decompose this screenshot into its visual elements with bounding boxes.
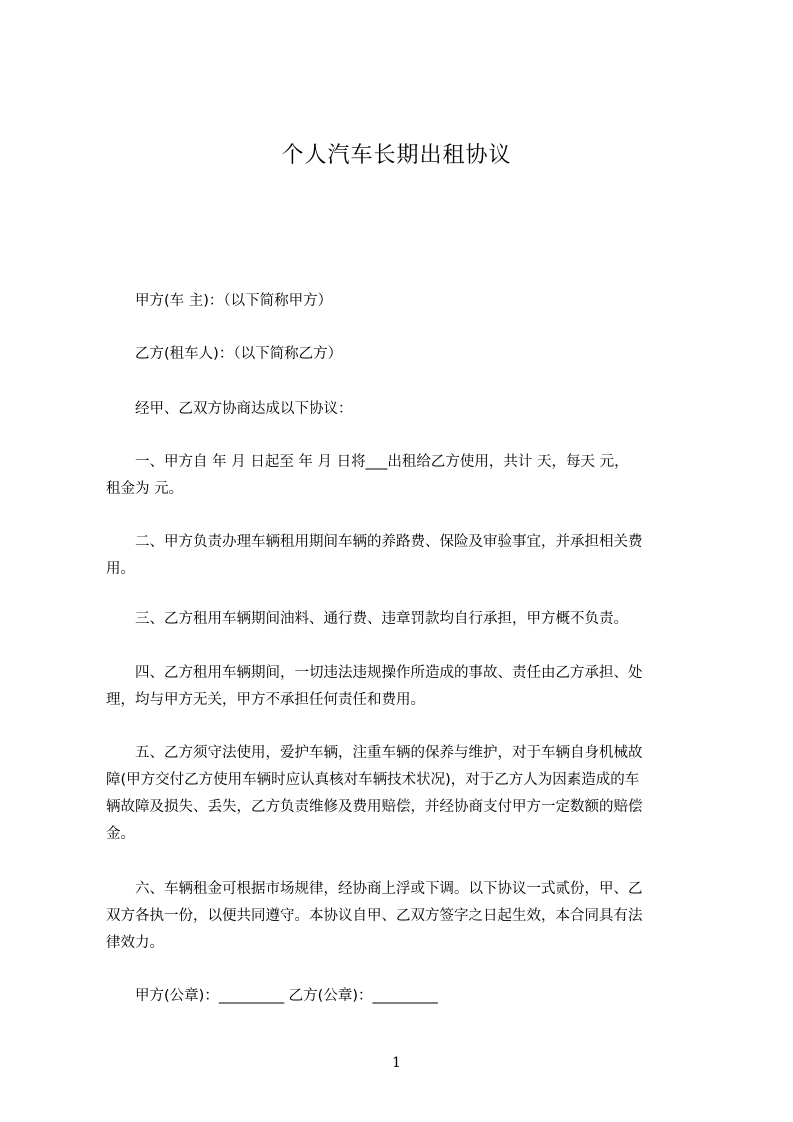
party-a-text: 甲方(车 主)：（以下简称甲方） <box>135 293 333 309</box>
party-a-line <box>106 288 702 315</box>
party-b-text: 乙方(租车人)：（以下简称乙方） <box>135 346 343 362</box>
clause-5-line-1: 五、乙方须守法使用，爱护车辆，注重车辆的保养与维护，对于车辆自身机械故 <box>135 745 643 761</box>
party-b-line <box>106 341 702 368</box>
intro-text: 经甲、乙双方协商达成以下协议： <box>135 401 353 417</box>
clause-5-line-2: 障(甲方交付乙方使用车辆时应认真核对车辆技术状况)，对于乙方人为因素造成的车 <box>106 772 640 788</box>
intro-line <box>106 396 702 423</box>
document-title: 个人汽车长期出租协议 <box>281 143 512 168</box>
clause-6 <box>106 876 702 957</box>
clause-6-line-1: 六、车辆租金可根据市场规律，经协商上浮或下调。以下协议一式贰份，甲、乙 <box>135 881 643 897</box>
clause-5 <box>106 740 702 848</box>
clause-5-line-3: 辆故障及损失、丢失，乙方负责维修及费用赔偿，并经协商支付甲方一定数额的赔偿 <box>106 799 643 815</box>
clause-4-line-2: 理，均与甲方无关，甲方不承担任何责任和费用。 <box>106 692 425 708</box>
clause-2 <box>106 529 702 583</box>
page-number: 1 <box>392 1055 401 1071</box>
clause-6-line-3: 律效力。 <box>106 935 164 951</box>
clause-3-line-1: 三、乙方租用车辆期间油料、通行费、违章罚款均自行承担，甲方概不负责。 <box>135 611 628 627</box>
clause-1 <box>106 449 702 503</box>
signature-text: 甲方(公章)：_________ 乙方(公章)：_________ <box>135 988 438 1004</box>
clause-4-line-1: 四、乙方租用车辆期间，一切违法违规操作所造成的事故、责任由乙方承担、处 <box>135 665 643 681</box>
clause-1-line-2: 租金为 元。 <box>106 481 184 497</box>
clause-2-line-1: 二、甲方负责办理车辆租用期间车辆的养路费、保险及审验事宜，并承担相关费 <box>135 534 643 550</box>
signature-line <box>106 983 702 1010</box>
clause-3 <box>106 606 702 633</box>
clause-1-line-1: 一、甲方自 年 月 日起至 年 月 日将___出租给乙方使用，共计 天，每天 元， <box>135 454 629 470</box>
clause-4 <box>106 660 702 714</box>
clause-6-line-2: 双方各执一份，以便共同遵守。本协议自甲、乙双方签字之日起生效，本合同具有法 <box>106 908 643 924</box>
clause-5-line-4: 金。 <box>106 826 135 842</box>
clause-2-line-2: 用。 <box>106 561 135 577</box>
